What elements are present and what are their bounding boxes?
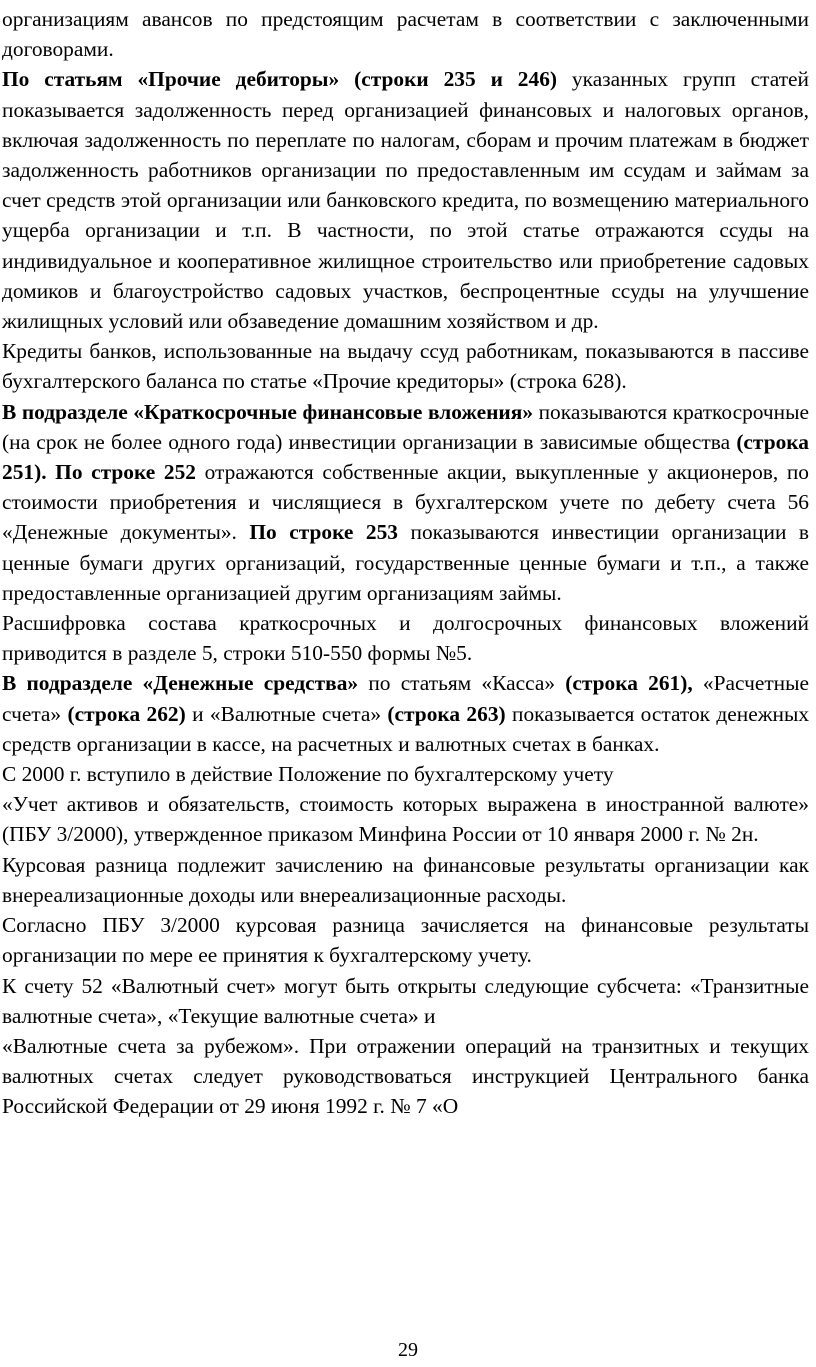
text-run: Расшифровка состава краткосрочных и долгосрочных финансовых вложений приводится в разделе 5, строки 510-550 формы №5. (2, 611, 809, 666)
text-run: показываются краткосрочные (на срок не более одного года) инвестиции организации в зависимые общества (2, 399, 809, 454)
bold-text-run: (строка 251). По строке 252 (2, 429, 809, 485)
bold-text-run: В подразделе «Денежные средства» (2, 671, 359, 696)
paragraph (2, 668, 809, 759)
text-run: Курсовая разница подлежит зачислению на финансовые результаты организации как внереализационные доходы или внереализационные расходы. (2, 852, 809, 907)
bold-text-run: В подразделе «Краткосрочные финансовые вложения» (2, 399, 534, 424)
text-run: показываются инвестиции организации в ценные бумаги других организаций, государственные ценные бумаги и т.п., а также предоставленные организацией другим организациям займы. (2, 520, 810, 605)
text-run: отражаются собственные акции, выкупленные у акционеров, по стоимости приобретения и числящиеся в бухгалтерском учете по дебету счета 56 «Денежные документы». (2, 460, 809, 545)
paragraph (2, 910, 809, 970)
bold-text-run: (строка 261), (565, 671, 693, 696)
text-run: С 2000 г. вступило в действие Положение по бухгалтерскому учету (2, 762, 614, 787)
bold-text-run: (строка 263) (387, 701, 506, 726)
text-run: «Учет активов и обязательств, стоимость которых выражена в иностранной валюте» (ПБУ 3/2000), утвержденное приказом Минфина России от 10 января 2000 г. № 2н. (2, 792, 809, 847)
paragraph (2, 850, 809, 910)
text-run: К счету 52 «Валютный счет» могут быть открыты следующие субсчета: «Транзитные валютные счета», «Текущие валютные счета» и (2, 973, 809, 1028)
paragraph (2, 397, 809, 608)
bold-text-run: По статьям «Прочие дебиторы» (строки 235 и 246) (2, 67, 558, 92)
text-run: показывается остаток денежных средств организации в кассе, на расчетных и валютных счетах в банках. (2, 701, 810, 756)
paragraph (2, 608, 809, 668)
page-number: 29 (398, 1339, 418, 1361)
text-run: по статьям «Касса» (358, 671, 566, 696)
text-run: Кредиты банков, использованные на выдачу ссуд работникам, показываются в пассиве бухгалтерского баланса по статье «Прочие кредиторы» (строка 628). (2, 339, 809, 394)
text-run: указанных групп статей показывается задолженность перед организацией финансовых и налоговых органов, включая задолженность по переплате по налогам, сборам и прочим платежам в бюджет задолженность работников организации по предоставленным им ссудам и займам за счет средств этой организации или банковского кредита, по возмещению материального ущерба организации и т.п. В частности, по этой статье отражаются ссуды на индивидуальное и кооперативное жилищное строительство или приобретение садовых домиков и благоустройство садовых участков, беспроцентные ссуды на улучшение жилищных условий или обзаведение домашним хозяйством и др. (2, 67, 809, 334)
paragraph (2, 336, 809, 396)
paragraph (2, 1031, 809, 1122)
text-run: «Расчетные счета» (2, 671, 809, 726)
text-run: Согласно ПБУ 3/2000 курсовая разница зачисляется на финансовые результаты организации по мере ее принятия к бухгалтерскому учету. (2, 913, 809, 968)
text-run: и «Валютные счета» (185, 701, 388, 726)
bold-text-run: (строка 262) (67, 701, 186, 726)
paragraph (2, 759, 809, 789)
bold-text-run: По строке 253 (249, 520, 399, 545)
paragraph (2, 789, 809, 849)
body-text (2, 4, 809, 1122)
paragraph (2, 4, 809, 64)
text-run: «Валютные счета за рубежом». При отражении операций на транзитных и текущих валютных счетах следует руководствоваться инструкцией Центрального банка Российской Федерации от 29 июня 1992 г. № 7 «О (2, 1033, 809, 1119)
paragraph (2, 971, 809, 1031)
text-run: организациям авансов по предстоящим расчетам в соответствии с заключенными договорами. (2, 7, 809, 62)
paragraph (2, 64, 809, 336)
